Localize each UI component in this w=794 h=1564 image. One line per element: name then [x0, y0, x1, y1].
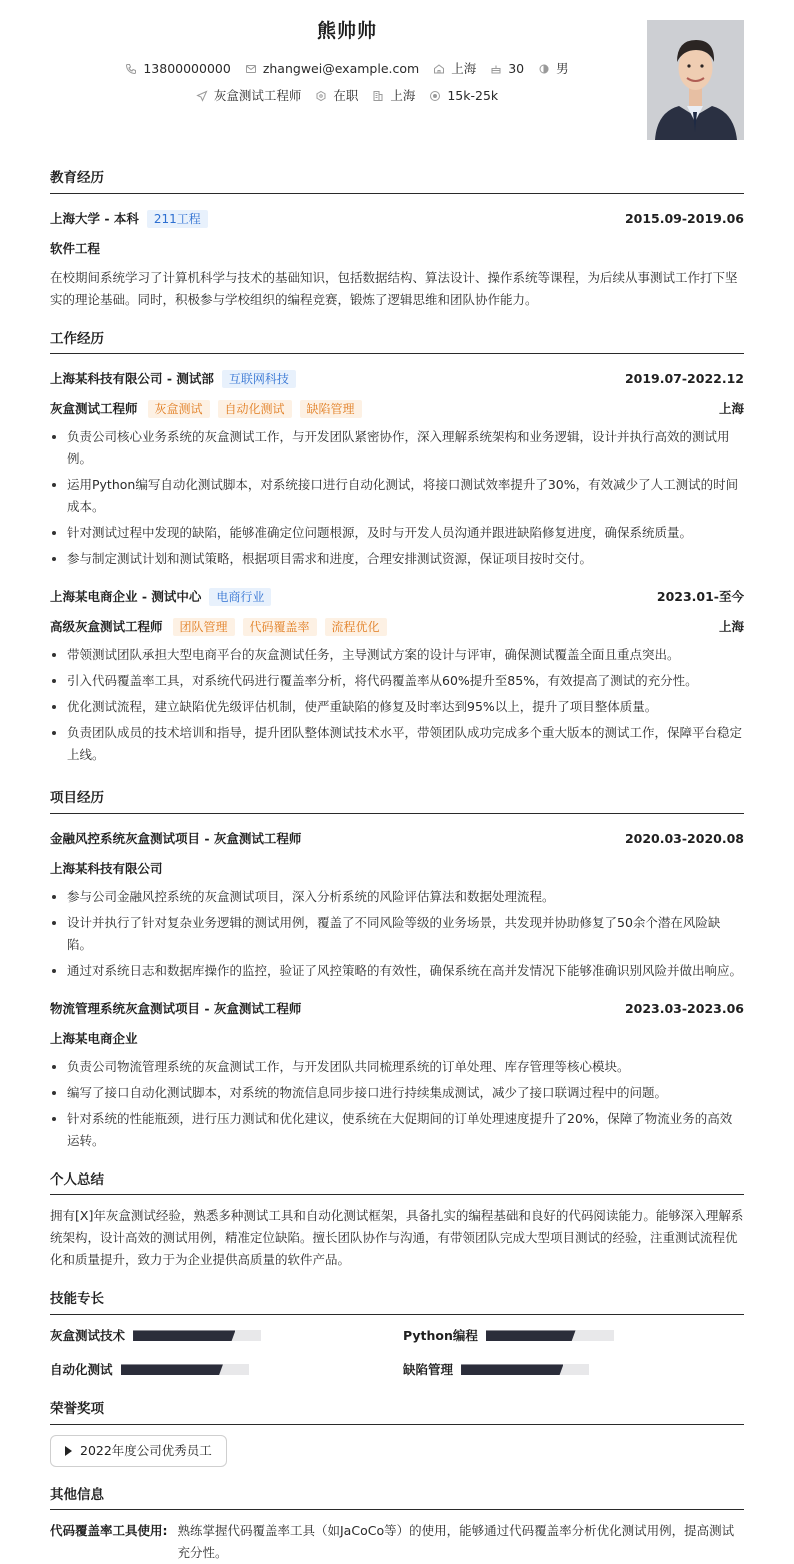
skill-tag: 团队管理: [173, 618, 235, 636]
age-text: 30: [508, 61, 525, 76]
profile-photo: [647, 20, 744, 140]
education-description: 在校期间系统学习了计算机科学与技术的基础知识，包括数据结构、算法设计、操作系统等课程，为后续从事测试工作打下坚实的理论基础。同时，积极参与学校组织的编程竞赛，锻炼了逻辑思维和团队协作能力。: [50, 269, 738, 307]
send-icon: [196, 90, 208, 102]
skill-bar: [486, 1330, 614, 1341]
job-position-row: [50, 394, 744, 424]
awards-section: [50, 1399, 744, 1467]
job-title-item: [196, 86, 302, 106]
summary-section: [50, 1170, 744, 1272]
job-intent-row: [50, 86, 644, 106]
industry-tag: 电商行业: [209, 588, 271, 606]
skill-item: [50, 1359, 403, 1381]
award-item[interactable]: [50, 1435, 227, 1467]
skill-name: 缺陷管理: [403, 1361, 454, 1377]
section-title-education: 教育经历: [50, 168, 744, 194]
job-city: 上海: [718, 401, 744, 417]
job-position: 灰盒测试工程师: [50, 401, 138, 417]
skill-bar: [121, 1364, 249, 1375]
skill-tag: 缺陷管理: [300, 400, 362, 418]
phone-icon: [125, 63, 137, 75]
project-name-row: [50, 824, 744, 854]
section-title-skills: 技能专长: [50, 1289, 744, 1315]
job-company-row: [50, 364, 744, 394]
skill-item: [50, 1325, 403, 1347]
gender-icon: [538, 63, 550, 75]
skill-name: 灰盒测试技术: [50, 1327, 126, 1343]
education-row: [50, 204, 744, 234]
skill-tag: 流程优化: [325, 618, 387, 636]
project-company: 上海某电商企业: [50, 1030, 138, 1046]
project-bullets: [50, 886, 744, 982]
major-name: 软件工程: [50, 240, 101, 256]
major-row: [50, 234, 744, 264]
resume-header: [50, 0, 744, 150]
section-title-projects: 项目经历: [50, 788, 744, 814]
skill-bar-fill: [121, 1364, 223, 1375]
skill-bar-fill: [133, 1330, 235, 1341]
list-item: 编写了接口自动化测试脚本，对系统的物流信息同步接口进行持续集成测试，减少了接口联调过程中的问题。: [50, 1082, 744, 1104]
skill-bar: [461, 1364, 589, 1375]
skill-bar-fill: [461, 1364, 563, 1375]
building-icon: [372, 90, 384, 102]
education-section: [50, 168, 744, 311]
list-item: 优化测试流程，建立缺陷优先级评估机制，使严重缺陷的修复及时率达到95%以上，提升了项目整体质量。: [50, 696, 744, 718]
award-name: 2022年度公司优秀员工: [80, 1442, 212, 1458]
project-entry: [50, 994, 744, 1152]
industry-tag: 互联网科技: [222, 370, 296, 388]
skills-grid: [50, 1325, 744, 1381]
list-item: 负责公司核心业务系统的灰盒测试工作，与开发团队紧密协作，深入理解系统架构和业务逻辑，设计并执行高效的测试用例。: [50, 426, 744, 470]
mail-icon: [245, 63, 257, 75]
target-city-item: [372, 86, 415, 106]
project-name-row: [50, 994, 744, 1024]
summary-text: 拥有[X]年灰盒测试经验，熟悉多种测试工具和自动化测试框架，具备扎实的编程基础和良好的代码阅读能力。能够深入理解系统架构，设计高效的测试用例，精准定位缺陷。擅长团队协作与沟通，有带领团队完成大型项目测试的经验，注重测试流程优化和质量提升，致力于为企业提供高质量的软件产品。: [50, 1208, 744, 1268]
project-entry: [50, 824, 744, 982]
job-period: 2023.01-至今: [656, 589, 744, 605]
list-item: 参与制定测试计划和测试策略，根据项目需求和进度，合理安排测试资源，保证项目按时交付。: [50, 548, 744, 570]
job-title-text: 灰盒测试工程师: [213, 88, 302, 103]
coin-icon: [429, 90, 441, 102]
school-tag: 211工程: [147, 210, 208, 228]
other-info-label: 代码覆盖率工具使用:: [50, 1523, 168, 1539]
job-period: 2019.07-2022.12: [624, 371, 744, 387]
list-item: 设计并执行了针对复杂业务逻辑的测试用例，覆盖了不同风险等级的业务场景，共发现并协助修复了50余个潜在风险缺陷。: [50, 912, 744, 956]
job-entry: [50, 582, 744, 766]
list-item: 针对系统的性能瓶颈，进行压力测试和优化建议，使系统在大促期间的订单处理速度提升了20%，保障了物流业务的高效运转。: [50, 1108, 744, 1152]
phone-item: [125, 59, 230, 79]
list-item: 针对测试过程中发现的缺陷，能够准确定位问题根源，及时与开发人员沟通并跟进缺陷修复进度，确保系统质量。: [50, 522, 744, 544]
project-name: 金融风控系统灰盒测试项目 - 灰盒测试工程师: [50, 830, 302, 846]
job-city: 上海: [718, 619, 744, 635]
salary-text: 15k-25k: [447, 88, 499, 103]
phone-text: 13800000000: [143, 61, 231, 76]
list-item: 参与公司金融风控系统的灰盒测试项目，深入分析系统的风险评估算法和数据处理流程。: [50, 886, 744, 908]
status-item: [315, 86, 358, 106]
other-info-value: 熟练掌握代码覆盖率工具（如JaCoCo等）的使用，能够通过代码覆盖率分析优化测试用例，提高测试充分性。: [177, 1523, 735, 1561]
cake-icon: [490, 63, 502, 75]
list-item: 通过对系统日志和数据库操作的监控，验证了风控策略的有效性，确保系统在高并发情况下能够准确识别风险并做出响应。: [50, 960, 744, 982]
home-icon: [433, 63, 445, 75]
job-bullets: [50, 644, 744, 766]
play-triangle-icon: [65, 1446, 72, 1456]
job-company: 上海某电商企业 - 测试中心: [50, 589, 202, 605]
section-title-work: 工作经历: [50, 329, 744, 355]
email-text: zhangwei@example.com: [262, 61, 420, 76]
target-city-text: 上海: [390, 88, 416, 103]
project-bullets: [50, 1056, 744, 1152]
job-bullets: [50, 426, 744, 570]
list-item: 引入代码覆盖率工具，对系统代码进行覆盖率分析，将代码覆盖率从60%提升至85%，有效提高了测试的充分性。: [50, 670, 744, 692]
job-company: 上海某科技有限公司 - 测试部: [50, 371, 214, 387]
project-company-row: [50, 1024, 744, 1054]
skill-tag: 代码覆盖率: [243, 618, 317, 636]
skill-item: [403, 1359, 744, 1381]
salary-item: [429, 86, 498, 106]
job-position: 高级灰盒测试工程师: [50, 619, 163, 635]
gender-text: 男: [556, 61, 569, 76]
candidate-name: 熊帅帅: [316, 20, 377, 42]
section-title-awards: 荣誉奖项: [50, 1399, 744, 1425]
skills-section: [50, 1289, 744, 1381]
list-item: 负责团队成员的技术培训和指导，提升团队整体测试技术水平，带领团队成功完成多个重大版本的测试工作，保障平台稳定上线。: [50, 722, 744, 766]
job-entry: [50, 364, 744, 570]
job-company-row: [50, 582, 744, 612]
skill-name: 自动化测试: [50, 1361, 113, 1377]
age-item: [490, 59, 524, 79]
skill-tag: 自动化测试: [218, 400, 292, 418]
job-position-row: [50, 612, 744, 642]
location-text: 上海: [451, 61, 477, 76]
section-title-summary: 个人总结: [50, 1170, 744, 1196]
skill-item: [403, 1325, 744, 1347]
skill-name: Python编程: [403, 1327, 478, 1343]
project-company: 上海某科技有限公司: [50, 860, 163, 876]
list-item: 负责公司物流管理系统的灰盒测试工作，与开发团队共同梳理系统的订单处理、库存管理等核心模块。: [50, 1056, 744, 1078]
school-name: 上海大学 - 本科: [50, 210, 139, 226]
skill-tag: 灰盒测试: [148, 400, 210, 418]
section-title-other: 其他信息: [50, 1485, 744, 1511]
list-item: 运用Python编写自动化测试脚本，对系统接口进行自动化测试，将接口测试效率提升了30%，有效减少了人工测试的时间成本。: [50, 474, 744, 518]
project-name: 物流管理系统灰盒测试项目 - 灰盒测试工程师: [50, 1000, 302, 1016]
other-section: [50, 1485, 744, 1564]
other-info-row: [50, 1520, 744, 1564]
project-period: 2020.03-2020.08: [624, 830, 744, 846]
project-period: 2023.03-2023.06: [624, 1000, 744, 1016]
projects-section: [50, 788, 744, 1152]
hexagon-icon: [315, 90, 327, 102]
project-company-row: [50, 854, 744, 884]
skill-bar-fill: [486, 1330, 576, 1341]
contact-row: [50, 59, 644, 79]
status-text: 在职: [333, 88, 359, 103]
skill-bar: [133, 1330, 261, 1341]
work-section: [50, 329, 744, 767]
email-item: [245, 59, 419, 79]
gender-item: [538, 59, 569, 79]
education-period: 2015.09-2019.06: [624, 210, 744, 226]
list-item: 带领测试团队承担大型电商平台的灰盒测试任务，主导测试方案的设计与评审，确保测试覆盖全面且重点突出。: [50, 644, 744, 666]
location-item: [433, 59, 476, 79]
